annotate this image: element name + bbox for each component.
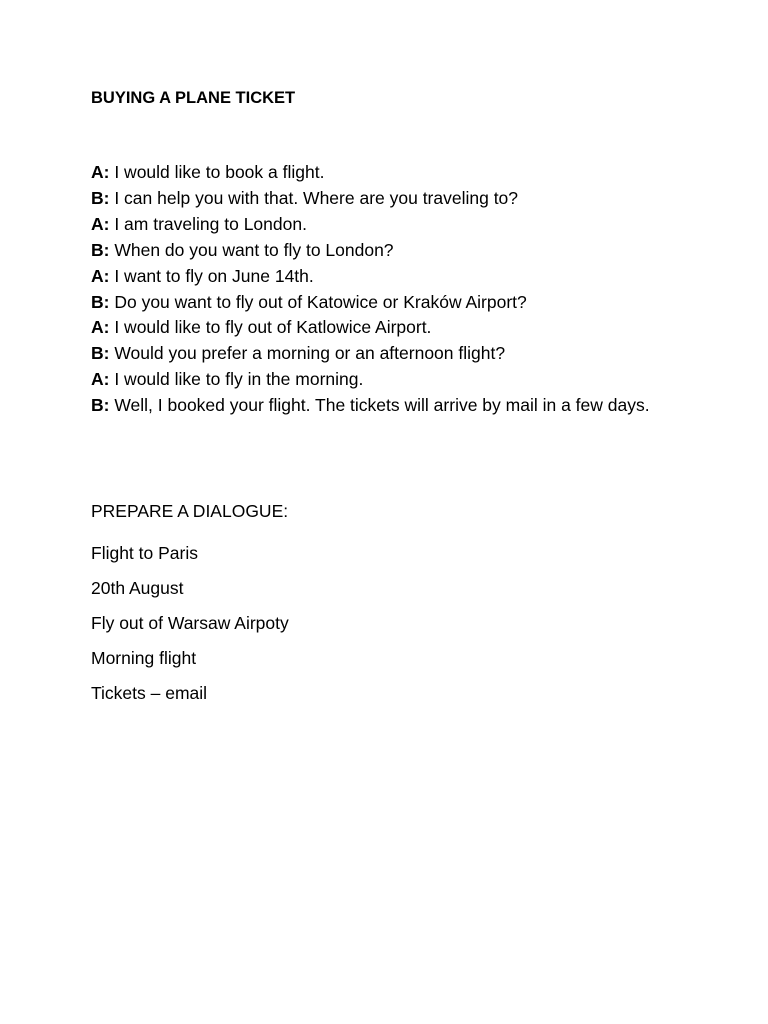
dialogue-text: I want to fly on June 14th. <box>109 265 314 286</box>
speaker-label: B: <box>91 187 110 208</box>
speaker-label: A: <box>91 317 110 338</box>
task-item: Flight to Paris <box>91 542 198 563</box>
dialogue-line <box>91 186 691 212</box>
dialogue-block <box>91 160 691 419</box>
task-list <box>91 541 691 705</box>
dialogue-text: Would you prefer a morning or an afternoon flight? <box>109 343 506 364</box>
dialogue-text: Do you want to fly out of Katowice or Kraków Airport? <box>109 291 527 312</box>
speaker-label: A: <box>91 265 110 286</box>
task-item: 20th August <box>91 577 184 598</box>
dialogue-line <box>91 290 691 316</box>
dialogue-line <box>91 341 691 367</box>
speaker-label: A: <box>91 369 110 390</box>
document-page <box>91 86 691 705</box>
document-title: BUYING A PLANE TICKET <box>91 89 296 107</box>
speaker-label: A: <box>91 213 110 234</box>
dialogue-line <box>91 212 691 238</box>
dialogue-text: I would like to fly out of Katlowice Airport. <box>109 317 432 338</box>
speaker-label: B: <box>91 239 110 260</box>
dialogue-line <box>91 367 691 393</box>
dialogue-line <box>91 264 691 290</box>
dialogue-text: I would like to fly in the morning. <box>109 369 364 390</box>
dialogue-line <box>91 160 691 186</box>
dialogue-line <box>91 393 691 419</box>
speaker-label: B: <box>91 343 110 364</box>
task-item: Morning flight <box>91 647 197 668</box>
speaker-label: B: <box>91 395 110 416</box>
dialogue-text: I can help you with that. Where are you traveling to? <box>109 187 519 208</box>
dialogue-text: I would like to book a flight. <box>109 162 325 182</box>
task-item: Tickets – email <box>91 682 208 703</box>
dialogue-text: When do you want to fly to London? <box>109 239 394 260</box>
task-item: Fly out of Warsaw Airpoty <box>91 612 289 633</box>
dialogue-text: I am traveling to London. <box>109 213 307 234</box>
dialogue-line <box>91 238 691 264</box>
dialogue-text: Well, I booked your flight. The tickets will arrive by mail in a few days. <box>109 395 650 416</box>
task-heading: PREPARE A DIALOGUE: <box>91 501 289 522</box>
speaker-label: B: <box>91 291 110 312</box>
speaker-label: A: <box>91 162 110 182</box>
dialogue-line <box>91 315 691 341</box>
